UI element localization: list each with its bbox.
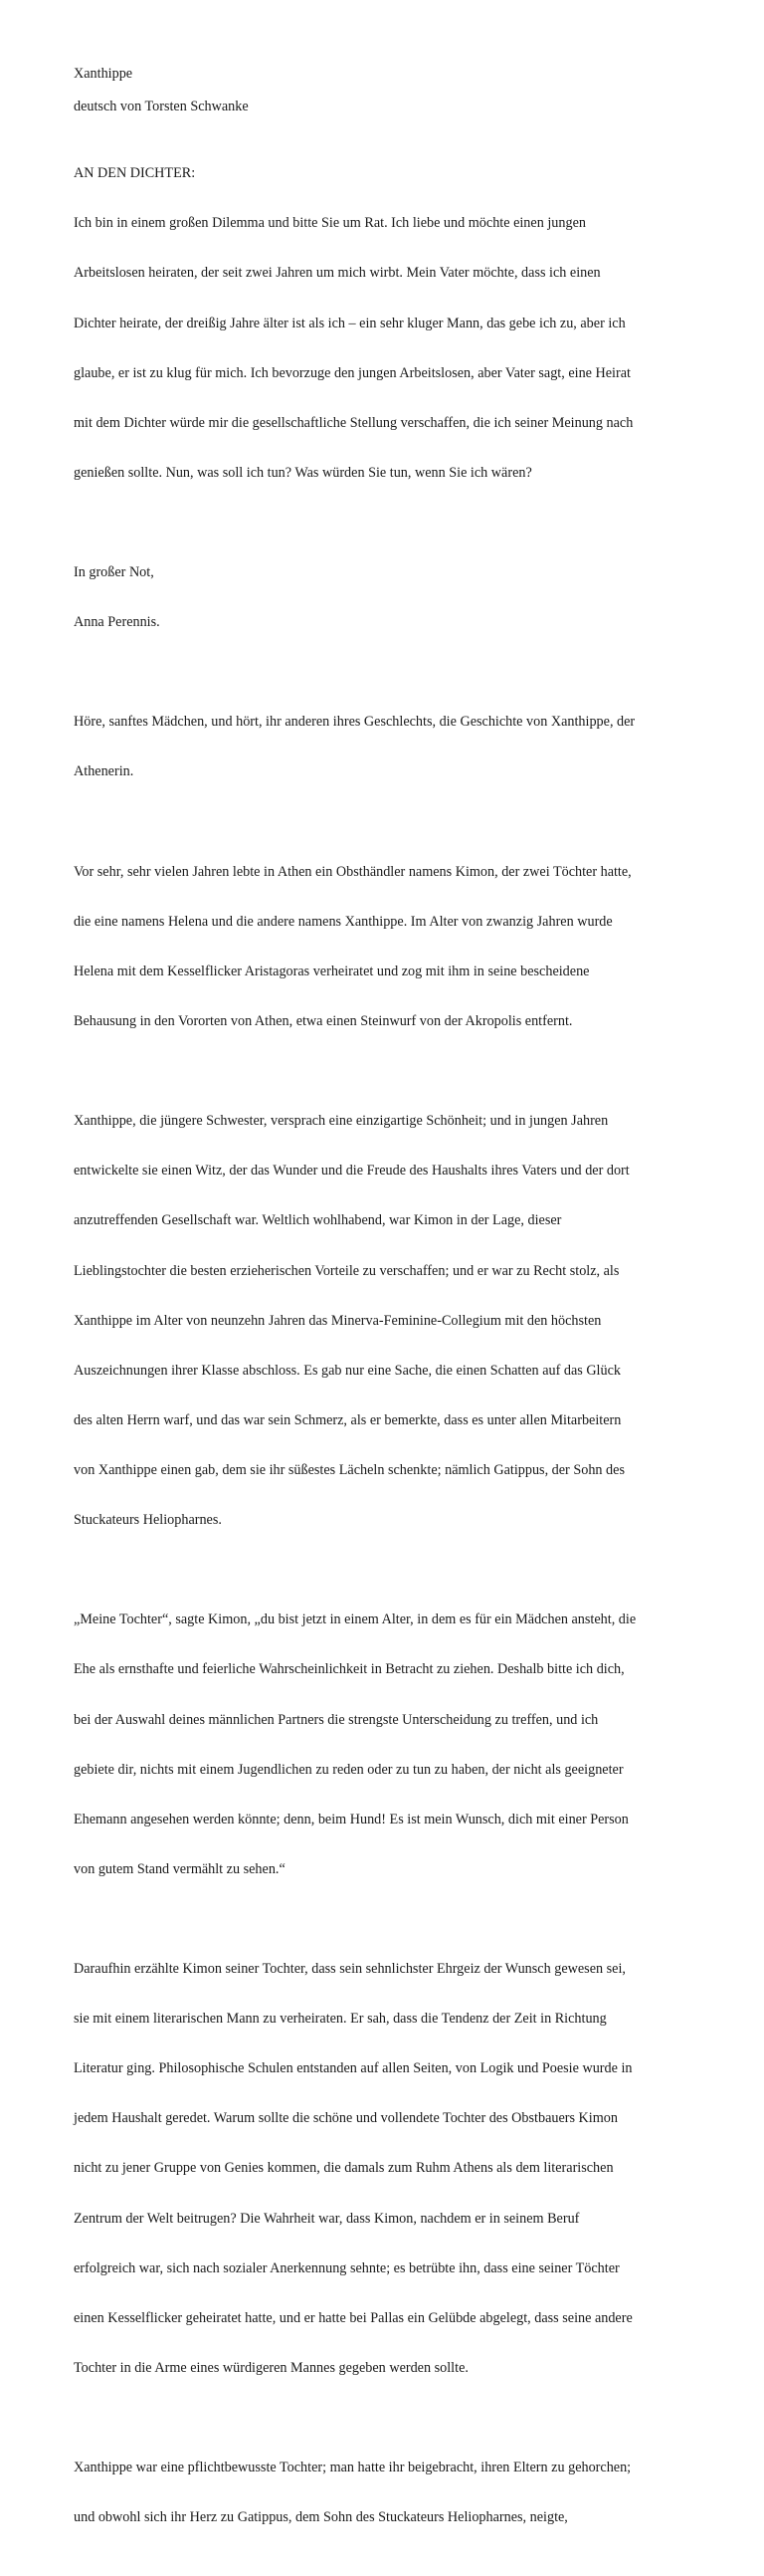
paragraph-line: Daraufhin erzählte Kimon seiner Tochter, dass sein sehnlichster Ehrgeiz der Wunsch gewesen sei, bbox=[74, 1961, 626, 1978]
paragraph-line: sie mit einem literarischen Mann zu verheiraten. Er sah, dass die Tendenz der Zeit in Richtung bbox=[74, 2011, 607, 2028]
letter-line: Ich bin in einem großen Dilemma und bitte Sie um Rat. Ich liebe und möchte einen jungen bbox=[74, 215, 586, 232]
paragraph bbox=[74, 681, 700, 814]
letter-block bbox=[74, 132, 700, 515]
letter-heading: AN DEN DICHTER: bbox=[74, 165, 196, 182]
paragraph-line: „Meine Tochter“, sagte Kimon, „du bist jetzt in einem Alter, in dem es für ein Mädchen ansteht, die bbox=[74, 1611, 637, 1628]
paragraph-line: jedem Haushalt geredet. Warum sollte die schöne und vollendete Tochter des Obstbauers Kimon bbox=[74, 2110, 618, 2127]
paragraph-line: Zentrum der Welt beitrugen? Die Wahrheit war, dass Kimon, nachdem er in seinem Beruf bbox=[74, 2210, 580, 2227]
paragraph-line: einen Kesselflicker geheiratet hatte, und er hatte bei Pallas ein Gelübde abgelegt, dass seine andere bbox=[74, 2309, 633, 2326]
paragraph-line: Höre, sanftes Mädchen, und hört, ihr anderen ihres Geschlechts, die Geschichte von Xanthippe, der bbox=[74, 714, 636, 731]
letter-line: Dichter heirate, der dreißig Jahre älter ist als ich – ein sehr kluger Mann, das gebe ich zu, aber ich bbox=[74, 315, 626, 331]
paragraph-line: bei der Auswahl deines männlichen Partners die strengste Unterscheidung zu treffen, und ich bbox=[74, 1711, 599, 1728]
paragraph-line: Helena mit dem Kesselflicker Aristagoras verheiratet und zog mit ihm in seine bescheidene bbox=[74, 963, 590, 979]
paragraph bbox=[74, 2427, 700, 2560]
paragraph-line: entwickelte sie einen Witz, der das Wunder und die Freude des Haushalts ihres Vaters und der dort bbox=[74, 1163, 630, 1180]
paragraph bbox=[74, 1579, 700, 1911]
paragraph-line: Literatur ging. Philosophische Schulen entstanden auf allen Seiten, von Logik und Poesie wurde in bbox=[74, 2060, 633, 2077]
paragraph-line: von gutem Stand vermählt zu sehen.“ bbox=[74, 1860, 286, 1877]
paragraph-line: Vor sehr, sehr vielen Jahren lebte in Athen ein Obsthändler namens Kimon, der zwei Töchter hatte, bbox=[74, 863, 632, 880]
paragraph-line: erfolgreich war, sich nach sozialer Anerkennung sehnte; es betrübte ihn, dass eine seiner Töchter bbox=[74, 2259, 620, 2276]
paragraph-line: und obwohl sich ihr Herz zu Gatippus, dem Sohn des Stuckateurs Heliopharnes, neigte, bbox=[74, 2509, 568, 2526]
letter-line: Arbeitslosen heiraten, der seit zwei Jahren um mich wirbt. Mein Vater möchte, dass ich einen bbox=[74, 265, 601, 282]
letter-signoff bbox=[74, 532, 700, 665]
letter-line: mit dem Dichter würde mir die gesellschaftliche Stellung verschaffen, die ich seiner Meinung nach bbox=[74, 414, 634, 431]
document-title: Xanthippe bbox=[74, 66, 133, 82]
paragraph-line: Ehe als ernsthafte und feierliche Wahrscheinlichkeit in Betracht zu ziehen. Deshalb bitte ich dich, bbox=[74, 1661, 625, 1678]
paragraph-line: gebiete dir, nichts mit einem Jugendlichen zu reden oder zu tun zu haben, der nicht als geeigneter bbox=[74, 1761, 624, 1778]
document-page bbox=[74, 66, 700, 2576]
paragraph bbox=[74, 830, 700, 1063]
paragraph bbox=[74, 1928, 700, 2410]
paragraph-line: Ehemann angesehen werden könnte; denn, beim Hund! Es ist mein Wunsch, dich mit einer Person bbox=[74, 1811, 629, 1827]
paragraph-line: Auszeichnungen ihrer Klasse abschloss. Es gab nur eine Sache, die einen Schatten auf das Glück bbox=[74, 1362, 621, 1379]
letter-closing: In großer Not, bbox=[74, 564, 154, 581]
letter-line: genießen sollte. Nun, was soll ich tun? Was würden Sie tun, wenn Sie ich wären? bbox=[74, 464, 532, 481]
paragraph-line: von Xanthippe einen gab, dem sie ihr süßestes Lächeln schenkte; nämlich Gatippus, der Sohn des bbox=[74, 1461, 625, 1478]
paragraph-line: nicht zu jener Gruppe von Genies kommen, die damals zum Ruhm Athens als dem literarischen bbox=[74, 2160, 614, 2177]
paragraph bbox=[74, 1080, 700, 1562]
paragraph-line: die eine namens Helena und die andere namens Xanthippe. Im Alter von zwanzig Jahren wurde bbox=[74, 913, 613, 930]
paragraph-line: Xanthippe war eine pflichtbewusste Tochter; man hatte ihr beigebracht, ihren Eltern zu gehorchen; bbox=[74, 2460, 632, 2476]
letter-line: glaube, er ist zu klug für mich. Ich bevorzuge den jungen Arbeitslosen, aber Vater sagt, eine Heirat bbox=[74, 364, 631, 381]
paragraph-line: Behausung in den Vororten von Athen, etwa einen Steinwurf von der Akropolis entfernt. bbox=[74, 1013, 573, 1029]
paragraph-line: Xanthippe, die jüngere Schwester, versprach eine einzigartige Schönheit; und in jungen Jahren bbox=[74, 1113, 609, 1130]
paragraph-line: Xanthippe im Alter von neunzehn Jahren das Minerva-Feminine-Collegium mit den höchsten bbox=[74, 1312, 602, 1329]
paragraph-line: Athenerin. bbox=[74, 763, 134, 780]
paragraph-line: anzutreffenden Gesellschaft war. Weltlich wohlhabend, war Kimon in der Lage, dieser bbox=[74, 1212, 562, 1229]
paragraph-line: Lieblingstochter die besten erzieherischen Vorteile zu verschaffen; und er war zu Recht stolz, als bbox=[74, 1262, 620, 1279]
letter-signature: Anna Perennis. bbox=[74, 614, 160, 631]
document-subtitle: deutsch von Torsten Schwanke bbox=[74, 99, 249, 115]
paragraph-line: Tochter in die Arme eines würdigeren Mannes gegeben werden sollte. bbox=[74, 2359, 469, 2376]
paragraph-line: Stuckateurs Heliopharnes. bbox=[74, 1512, 222, 1529]
paragraph-line: des alten Herrn warf, und das war sein Schmerz, als er bemerkte, dass es unter allen Mitarbeitern bbox=[74, 1411, 622, 1428]
